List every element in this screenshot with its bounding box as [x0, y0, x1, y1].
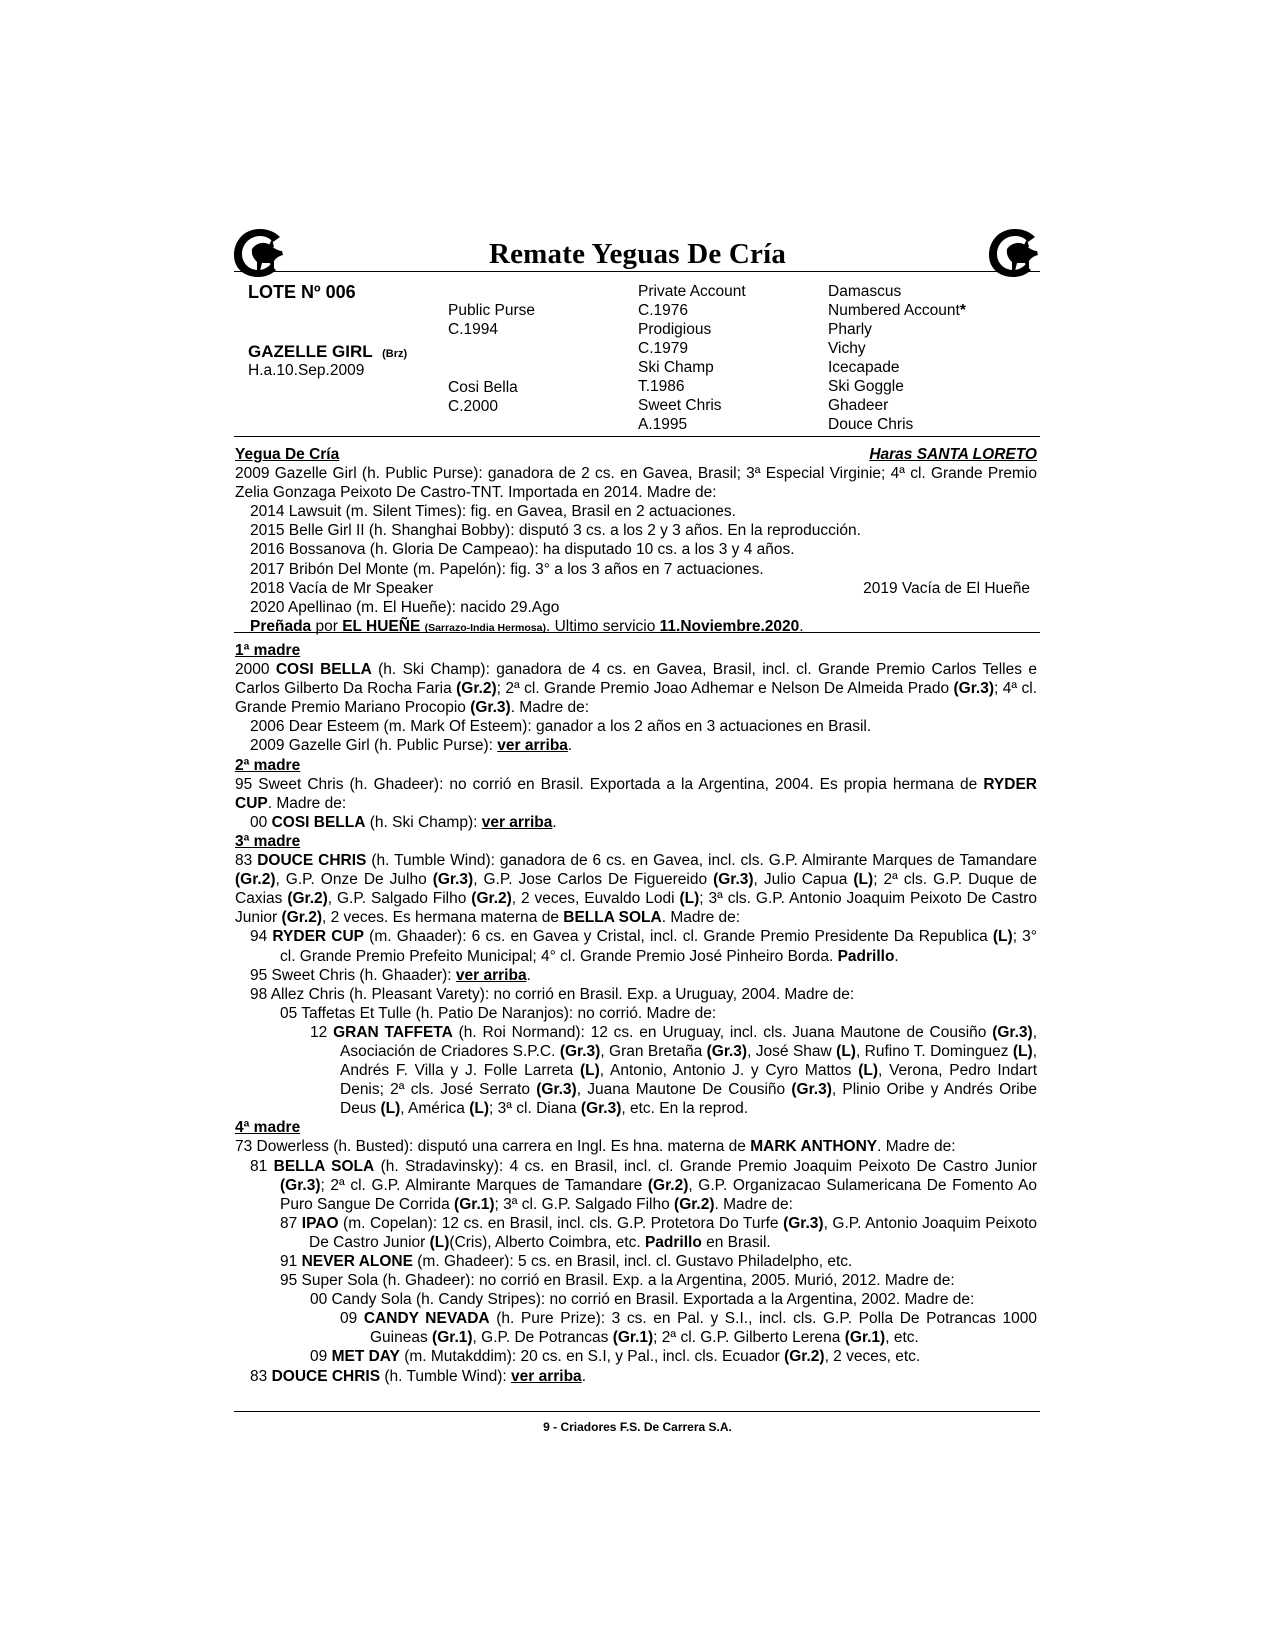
- produce-item: 2014 Lawsuit (m. Silent Times): fig. en Gavea, Brasil en 2 actuaciones.: [250, 503, 736, 521]
- produce-item: 09 MET DAY (m. Mutakddim): 20 cs. en S.I, y Pal., incl. cls. Ecuador (Gr.2), 2 veces, etc.: [310, 1348, 921, 1366]
- pedigree-g6: Ski Goggle: [828, 378, 904, 395]
- dam-entry: 95 Sweet Chris (h. Ghadeer): no corrió en Brasil. Exportada a la Argentina, 2004. Es propia hermana de RYDER CUP. Madre de:: [235, 775, 1037, 812]
- pedigree-ds-info: T.1986: [638, 378, 685, 395]
- divider: [234, 1411, 1040, 1412]
- pedigree-ss: Private Account: [638, 283, 746, 300]
- produce-item: 00 Candy Sola (h. Candy Stripes): no corrió en Brasil. Exportada a la Argentina, 2002. Madre de:: [310, 1291, 975, 1309]
- family-section: [235, 641, 1037, 1386]
- produce-item: 95 Sweet Chris (h. Ghaader): ver arriba.: [250, 966, 531, 984]
- pedigree-g4: Vichy: [828, 340, 866, 357]
- pedigree-ds: Ski Champ: [638, 359, 714, 376]
- produce-item: 91 NEVER ALONE (m. Ghadeer): 5 cs. en Brasil, incl. cl. Gustavo Philadelpho, etc.: [280, 1253, 853, 1270]
- produce-item: 00 COSI BELLA (h. Ski Champ): ver arriba.: [250, 813, 557, 831]
- produce-item: 83 DOUCE CHRIS (h. Tumble Wind): ver arriba.: [250, 1367, 586, 1385]
- pedigree-g2: Numbered Account*: [828, 302, 966, 319]
- horse-name: GAZELLE GIRL (Brz): [248, 342, 408, 361]
- consignor: Haras SANTA LORETO: [869, 446, 1037, 463]
- produce-item: 94 RYDER CUP (m. Ghaader): 6 cs. en Gavea y Cristal, incl. cl. Grande Premio Presidente Da Republica (L); 3° cl. Grande Premio Prefeito Municipal; 4° cl. Grande Premio José Pinheiro Borda. Padrillo.: [250, 928, 1037, 965]
- produce-item: 05 Taffetas Et Tulle (h. Patio De Naranjos): no corrió. Madre de:: [280, 1004, 717, 1022]
- produce-item: 2018 Vacía de Mr Speaker 2019 Vacía de El Hueñe: [250, 579, 1030, 597]
- pregnancy-status: Preñada por EL HUEÑE (Sarrazo-India Hermosa). Ultimo servicio 11.Noviembre.2020.: [250, 617, 804, 635]
- dam-entry: 2000 COSI BELLA (h. Ski Champ): ganadora de 4 cs. en Gavea, Brasil, incl. cl. Grande Premio Carlos Telles e Carlos Gilberto Da Rocha Faria (Gr.2); 2ª cl. Grande Premio Joao Adhemar e Nelson De Almeida Prado (Gr.3); 4ª cl. Grande Premio Mariano Procopio (Gr.3). Madre de:: [235, 661, 1037, 717]
- produce-item: 81 BELLA SOLA (h. Stradavinsky): 4 cs. en Brasil, incl. cl. Grande Premio Joaquim Peixoto De Castro Junior (Gr.3); 2ª cl. G.P. Almirante Marques de Tamandare (Gr.2), G.P. Organizacao Sulamericana De Fomento Ao Puro Sangue De Corrida (Gr.1); 3ª cl. G.P. Salgado Filho (Gr.2). Madre de:: [250, 1157, 1038, 1213]
- produce-item: 2015 Belle Girl II (h. Shanghai Bobby): disputó 3 cs. a los 2 y 3 años. En la reproducción.: [250, 522, 861, 540]
- produce-item: 2020 Apellinao (m. El Hueñe): nacido 29.Ago: [250, 598, 560, 616]
- produce-item: 2009 Gazelle Girl (h. Public Purse): ver arriba.: [250, 737, 573, 755]
- yegua-header: [235, 445, 1037, 464]
- produce-item: 2006 Dear Esteem (m. Mark Of Esteem): ganador a los 2 años en 3 actuaciones en Brasil.: [250, 718, 872, 736]
- pedigree-sire: Public Purse: [448, 302, 536, 319]
- dam-entry: 83 DOUCE CHRIS (h. Tumble Wind): ganadora de 6 cs. en Gavea, incl. cls. G.P. Almirante Marques de Tamandare (Gr.2), G.P. Onze De Julho (Gr.3), G.P. Jose Carlos De Figuereido (Gr.3), Julio Capua (L); 2ª cls. G.P. Duque de Caxias (Gr.2), G.P. Salgado Filho (Gr.2), 2 veces, Euvaldo Lodi (L); 3ª cls. G.P. Antonio Joaquim Peixoto De Castro Junior (Gr.2), 2 veces. Es hermana materna de BELLA SOLA. Madre de:: [235, 852, 1038, 927]
- horse-birth: H.a.10.Sep.2009: [248, 362, 365, 379]
- section-heading: 1ª madre: [235, 642, 301, 659]
- pedigree-g1: Damascus: [828, 283, 902, 300]
- produce-item: 09 CANDY NEVADA (h. Pure Prize): 3 cs. en Pal. y S.I., incl. cls. G.P. Polla De Potrancas 1000 Guineas (Gr.1), G.P. De Potrancas (Gr.1); 2ª cl. G.P. Gilberto Lerena (Gr.1), etc.: [340, 1310, 1037, 1347]
- produce-item: 2016 Bossanova (h. Gloria De Campeao): ha disputado 10 cs. a los 3 y 4 años.: [250, 541, 795, 559]
- divider: [234, 271, 1040, 272]
- pedigree-g8: Douce Chris: [828, 416, 914, 433]
- produce-item: 87 IPAO (m. Copelan): 12 cs. en Brasil, incl. cls. G.P. Protetora Do Turfe (Gr.3), G.P. Antonio Joaquim Peixoto De Castro Junior (L)(Cris), Alberto Coimbra, etc. Padrillo en Brasil.: [280, 1214, 1037, 1251]
- pedigree-sire-info: C.1994: [448, 321, 498, 338]
- page-footer: 9 - Criadores F.S. De Carrera S.A.: [543, 1420, 732, 1434]
- pedigree-ss-info: C.1976: [638, 302, 688, 319]
- pedigree-dam-info: C.2000: [448, 398, 498, 415]
- produce-item: 98 Allez Chris (h. Pleasant Varety): no corrió en Brasil. Exp. a Uruguay, 2004. Madre de:: [250, 985, 855, 1003]
- pedigree-sd-info: C.1979: [638, 340, 688, 357]
- pedigree-dam: Cosi Bella: [448, 379, 518, 396]
- produce-item: 95 Super Sola (h. Ghadeer): no corrió en Brasil. Exp. a la Argentina, 2005. Murió, 2012. Madre de:: [280, 1272, 955, 1290]
- pedigree-dd: Sweet Chris: [638, 397, 722, 414]
- section-heading: 2ª madre: [235, 756, 301, 774]
- produce-item: 12 GRAN TAFFETA (h. Roi Normand): 12 cs. en Uruguay, incl. cls. Juana Mautone de Cousiño (Gr.3), Asociación de Criadores S.P.C. (Gr.3), Gran Bretaña (Gr.3), José Shaw (L), Rufino T. Dominguez (L), Andrés F. Villa y J. Folle Larreta (L), Antonio, Antonio J. y Cyro Mattos (L), Verona, Pedro Indart Denis; 2ª cls. José Serrato (Gr.3), Juana Mautone De Cousiño (Gr.3), Plinio Oribe y Andrés Oribe Deus (L), América (L); 3ª cl. Diana (Gr.3), etc. En la reprod.: [310, 1023, 1038, 1118]
- produce-item: 2017 Bribón Del Monte (m. Papelón): fig. 3° a los 3 años en 7 actuaciones.: [250, 560, 764, 578]
- lot-number: LOTE Nº 006: [248, 282, 356, 302]
- pedigree-dd-info: A.1995: [638, 416, 688, 433]
- section-heading: 4ª madre: [235, 1119, 301, 1137]
- section-heading: Yegua De Cría: [235, 446, 340, 463]
- dam-entry: 73 Dowerless (h. Busted): disputó una carrera en Ingl. Es hna. materna de MARK ANTHONY. Madre de:: [235, 1138, 956, 1156]
- yegua-intro: 2009 Gazelle Girl (h. Public Purse): ganadora de 2 cs. en Gavea, Brasil; 3ª Especial Virginie; 4ª cl. Grande Premio Zelia Gonzaga Peixoto De Castro-TNT. Importada en 2014. Madre de:: [235, 465, 1037, 502]
- pedigree-g3: Pharly: [828, 321, 872, 338]
- pedigree-sd: Prodigious: [638, 321, 712, 338]
- section-heading: 3ª madre: [235, 832, 301, 850]
- divider: [234, 632, 1040, 633]
- page-title: Remate Yeguas De Cría: [488, 238, 787, 270]
- divider: [234, 436, 1040, 437]
- pedigree-g7: Ghadeer: [828, 397, 889, 414]
- pedigree-g5: Icecapade: [828, 359, 900, 376]
- yegua-section: [235, 445, 1037, 638]
